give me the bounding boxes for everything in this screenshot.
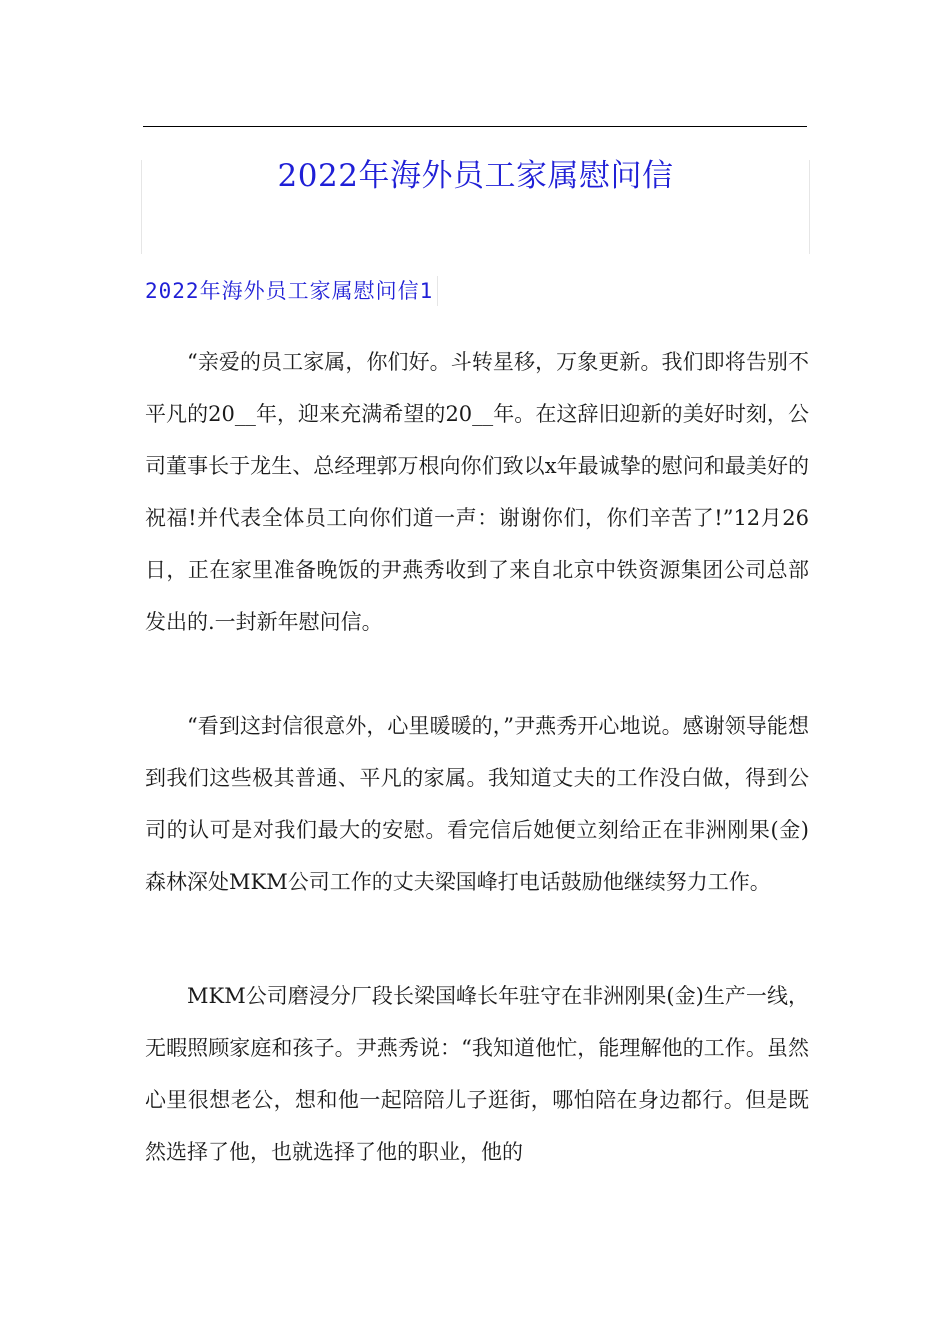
section-heading: 2022年海外员工家属慰问信1 — [145, 276, 438, 306]
paragraph-1: “亲爱的员工家属，你们好。斗转星移，万象更新。我们即将告别不平凡的20__年，迎来充满希望的20__年。在这辞旧迎新的美好时刻，公司董事长于龙生、总经理郭万根向你们致以x年最诚挚的慰问和最美好的祝福!并代表全体员工向你们道一声：谢谢你们，你们辛苦了!”12月26日，正在家里准备晚饭的尹燕秀收到了来自北京中铁资源集团公司总部发出的.一封新年慰问信。 — [145, 350, 809, 634]
paragraph-3: MKM公司磨浸分厂段长梁国峰长年驻守在非洲刚果(金)生产一线，无暇照顾家庭和孩子。尹燕秀说：“我知道他忙，能理解他的工作。虽然心里很想老公，想和他一起陪陪儿子逛街，哪怕陪在身边都行。但是既然选择了他，也就选择了他的职业，他的 — [145, 984, 809, 1164]
paragraph-2: “看到这封信很意外，心里暖暖的，”尹燕秀开心地说。感谢领导能想到我们这些极其普通、平凡的家属。我知道丈夫的工作没白做，得到公司的认可是对我们最大的安慰。看完信后她便立刻给正在非洲刚果(金)森林深处MKM公司工作的丈夫梁国峰打电话鼓励他继续努力工作。 — [145, 714, 809, 894]
title-block — [141, 160, 810, 254]
document-title: 2022年海外员工家属慰问信 — [277, 158, 674, 194]
header-rule — [143, 126, 807, 127]
